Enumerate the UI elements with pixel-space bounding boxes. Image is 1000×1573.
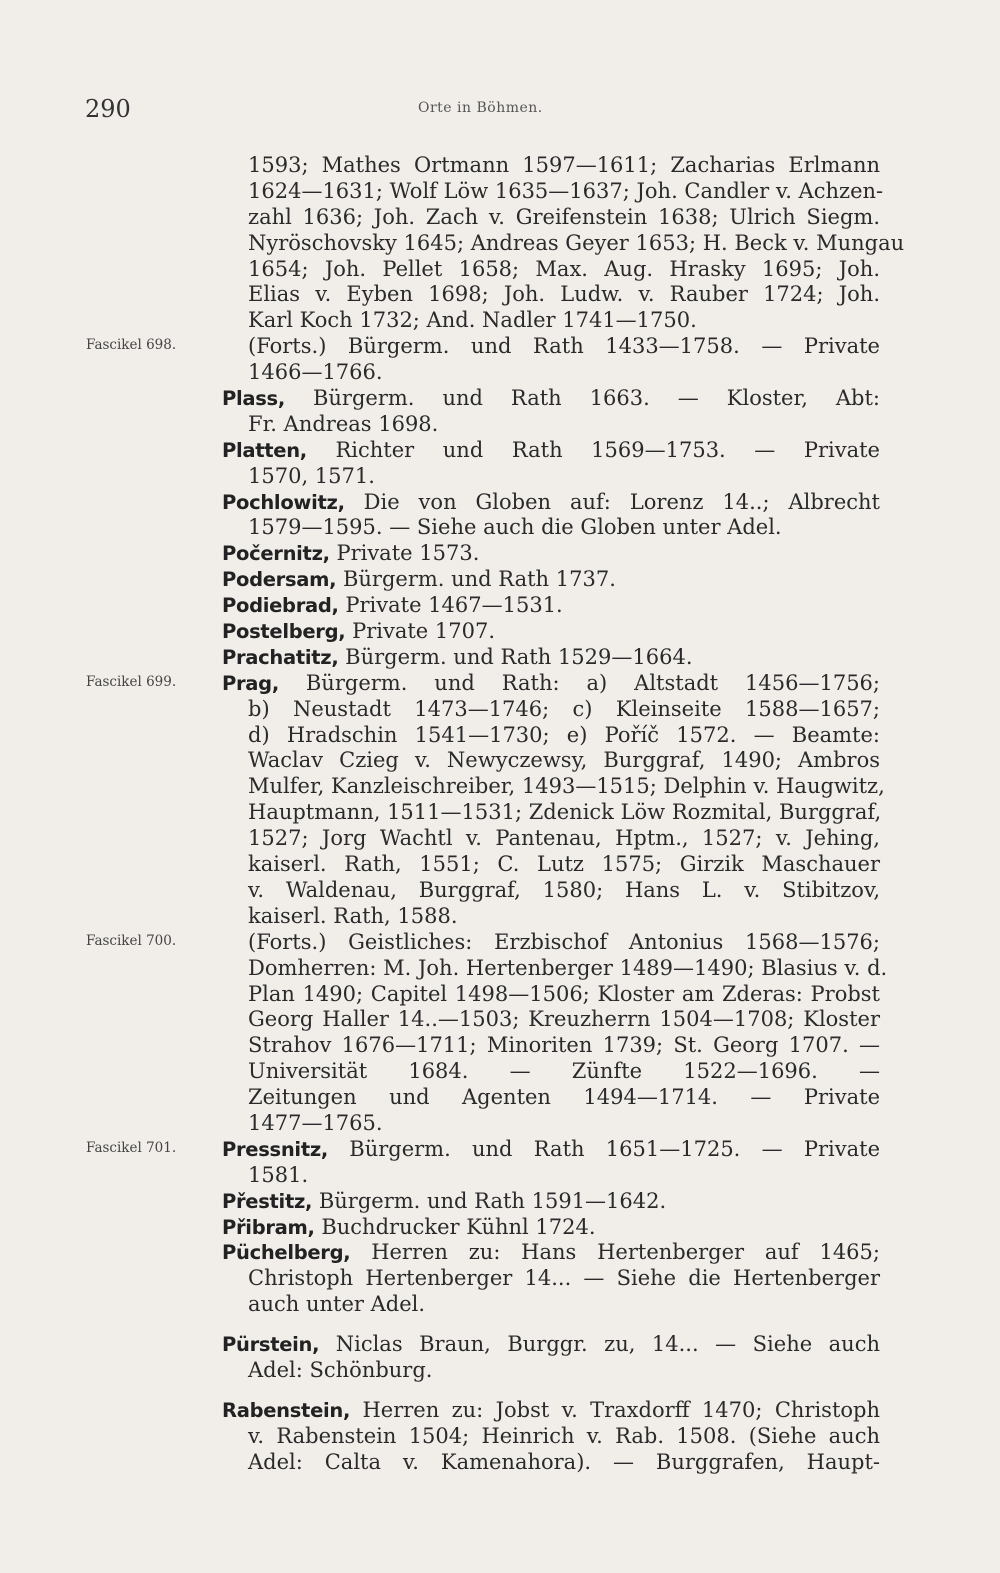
entry-first-line <box>222 1331 880 1358</box>
place-name-heading: Postelberg, <box>222 620 346 644</box>
text-row <box>0 1449 1000 1475</box>
line-text: 1593; Mathes Ortmann 1597—1611; Zacharias Erlmann <box>248 153 880 177</box>
line-text: 1654; Joh. Pellet 1658; Max. Aug. Hrasky 1695; Joh. <box>248 256 880 281</box>
entry-first-line <box>222 566 880 593</box>
line-text: v. Waldenau, Burggraf, 1580; Hans L. v. Stibitzov, <box>248 877 880 902</box>
line-text: Niclas Braun, Burggr. zu, 14... — Siehe auch <box>335 1332 880 1357</box>
fascicle-margin-note: Fascikel 700. <box>86 932 177 949</box>
line-text: Karl Koch 1732; And. Nadler 1741—1750. <box>248 308 697 333</box>
text-line <box>248 929 880 955</box>
entry-first-line <box>222 670 880 697</box>
text-row <box>0 178 1000 204</box>
line-text: 1477—1765. <box>248 1110 383 1135</box>
text-row <box>0 618 1000 644</box>
text-row <box>0 411 1000 437</box>
line-text: Herren zu: Jobst v. Traxdorff 1470; Christoph <box>362 1397 880 1422</box>
line-text: (Forts.) Geistliches: Erzbischof Antonius 1568—1576; <box>248 929 880 954</box>
text-row <box>0 592 1000 618</box>
text-line <box>248 851 880 877</box>
text-row <box>0 1239 1000 1265</box>
text-row <box>0 307 1000 333</box>
text-row <box>0 281 1000 307</box>
place-name-heading: Počernitz, <box>222 542 330 566</box>
line-text: kaiserl. Rath, 1588. <box>248 903 458 928</box>
entry-first-line <box>222 618 880 645</box>
text-line <box>248 1006 880 1032</box>
text-row <box>0 1214 1000 1240</box>
place-name-heading: Prag, <box>222 671 279 695</box>
page-number: 290 <box>85 95 131 123</box>
text-row <box>0 333 1000 359</box>
entry-first-line <box>222 489 880 516</box>
line-text: Bürgerm. und Rath 1737. <box>342 567 616 592</box>
text-row <box>0 230 1000 256</box>
line-text: 1527; Jorg Wachtl v. Pantenau, Hptm., 1527; v. Jehing, <box>248 826 880 851</box>
text-line <box>248 981 880 1007</box>
text-row <box>0 359 1000 385</box>
line-text: Zeitungen und Agenten 1494—1714. — Private <box>248 1085 880 1110</box>
place-name-heading: Přestitz, <box>222 1189 313 1213</box>
line-text: b) Neustadt 1473—1746; c) Kleinseite 1588—1657; <box>248 696 880 721</box>
line-text: v. Rabenstein 1504; Heinrich v. Rab. 1508. (Siehe auch <box>248 1423 880 1448</box>
text-line <box>248 204 880 230</box>
line-text: 1570, 1571. <box>248 463 375 488</box>
fascicle-margin-note: Fascikel 699. <box>86 673 177 690</box>
line-text: Hauptmann, 1511—1531; Zdenick Löw Rozmital, Burggraf, <box>248 800 882 825</box>
entry-first-line <box>222 1136 880 1163</box>
text-row <box>0 489 1000 515</box>
line-text: Domherren: M. Joh. Hertenberger 1489—1490; Blasius v. d. <box>248 955 888 980</box>
text-row <box>0 1331 1000 1357</box>
text-row <box>0 1397 1000 1423</box>
text-line <box>248 1084 880 1110</box>
entry-first-line <box>222 540 880 567</box>
text-row <box>0 1265 1000 1291</box>
entry-first-line <box>222 437 880 464</box>
entry-first-line <box>222 592 880 619</box>
place-name-heading: Platten, <box>222 438 307 462</box>
line-text: Bürgerm. und Rath 1651—1725. — Private <box>349 1136 880 1161</box>
line-text: d) Hradschin 1541—1730; e) Poříč 1572. — Beamte: <box>248 722 880 747</box>
text-row <box>0 877 1000 903</box>
text-row <box>0 851 1000 877</box>
text-line <box>248 1162 880 1188</box>
fascicle-margin-note: Fascikel 701. <box>86 1139 177 1156</box>
text-line <box>248 178 884 204</box>
place-name-heading: Pürstein, <box>222 1333 320 1357</box>
text-line <box>248 230 905 256</box>
text-row <box>0 955 1000 981</box>
spacer <box>0 1317 1000 1331</box>
place-name-heading: Podersam, <box>222 568 337 592</box>
line-text: Herren zu: Hans Hertenberger auf 1465; <box>371 1240 880 1265</box>
text-line <box>248 463 880 489</box>
place-name-heading: Pochlowitz, <box>222 490 345 514</box>
line-text: zahl 1636; Joh. Zach v. Greifenstein 1638; Ulrich Siegm. <box>248 204 880 229</box>
entry-first-line <box>222 1397 880 1424</box>
text-row <box>0 1032 1000 1058</box>
line-text: Bürgerm. und Rath: a) Altstadt 1456—1756; <box>305 670 880 695</box>
line-text: auch unter Adel. <box>248 1292 426 1317</box>
line-text: 1581. <box>248 1162 309 1187</box>
text-row <box>0 1006 1000 1032</box>
place-name-heading: Přibram, <box>222 1215 315 1239</box>
text-row <box>0 463 1000 489</box>
line-text: Plan 1490; Capitel 1498—1506; Kloster am Zderas: Probst <box>248 981 880 1006</box>
text-row <box>0 799 1000 825</box>
line-text: Adel: Schönburg. <box>248 1357 433 1382</box>
text-line <box>248 825 880 851</box>
text-line <box>248 307 880 333</box>
text-row <box>0 722 1000 748</box>
text-row <box>0 540 1000 566</box>
line-text: Georg Haller 14..—1503; Kreuzherrn 1504—1708; Kloster <box>248 1007 880 1032</box>
text-line <box>248 1265 880 1291</box>
line-text: Fr. Andreas 1698. <box>248 411 439 436</box>
line-text: Elias v. Eyben 1698; Joh. Ludw. v. Rauber 1724; Joh. <box>248 282 880 307</box>
text-line <box>248 1058 880 1084</box>
text-row <box>0 696 1000 722</box>
place-name-heading: Pressnitz, <box>222 1137 328 1161</box>
text-line <box>248 773 885 799</box>
entry-first-line <box>222 1214 880 1241</box>
line-text: Private 1573. <box>336 541 480 566</box>
line-text: Private 1467—1531. <box>345 593 563 618</box>
text-line <box>248 152 880 178</box>
text-line <box>248 747 880 773</box>
line-text: (Forts.) Bürgerm. und Rath 1433—1758. — Private <box>248 334 880 359</box>
line-text: Mulfer, Kanzleischreiber, 1493—1515; Delphin v. Haugwitz, <box>248 774 885 799</box>
line-text: Die von Globen auf: Lorenz 14..; Albrecht <box>363 489 880 514</box>
text-row <box>0 204 1000 230</box>
entry-first-line <box>222 644 880 671</box>
line-text: Universität 1684. — Zünfte 1522—1696. — <box>248 1059 880 1084</box>
line-text: Buchdrucker Kühnl 1724. <box>321 1214 596 1239</box>
text-row <box>0 747 1000 773</box>
text-row <box>0 825 1000 851</box>
line-text: Richter und Rath 1569—1753. — Private <box>335 437 880 462</box>
text-line <box>248 1449 880 1475</box>
place-name-heading: Püchelberg, <box>222 1241 351 1265</box>
text-row <box>0 773 1000 799</box>
line-text: Bürgerm. und Rath 1529—1664. <box>345 644 693 669</box>
text-line <box>248 877 880 903</box>
line-text: Christoph Hertenberger 14... — Siehe die Hertenberger <box>248 1266 880 1291</box>
entry-first-line <box>222 1188 880 1215</box>
text-row <box>0 256 1000 282</box>
line-text: Bürgerm. und Rath 1663. — Kloster, Abt: <box>312 386 880 411</box>
page-body <box>0 152 1000 1475</box>
line-text: Bürgerm. und Rath 1591—1642. <box>318 1188 667 1213</box>
text-row <box>0 1162 1000 1188</box>
text-line <box>248 696 880 722</box>
text-line <box>248 955 888 981</box>
text-row <box>0 903 1000 929</box>
place-name-heading: Prachatitz, <box>222 645 339 669</box>
text-row <box>0 1188 1000 1214</box>
text-line <box>248 799 880 825</box>
text-row <box>0 670 1000 696</box>
text-row <box>0 566 1000 592</box>
entry-first-line <box>222 1239 880 1266</box>
text-row <box>0 1357 1000 1383</box>
spacer <box>0 1383 1000 1397</box>
text-line <box>248 722 880 748</box>
text-line <box>248 281 880 307</box>
text-row <box>0 152 1000 178</box>
text-row <box>0 385 1000 411</box>
text-line <box>248 903 880 929</box>
text-row <box>0 1291 1000 1317</box>
place-name-heading: Rabenstein, <box>222 1398 351 1422</box>
text-line <box>248 1032 880 1058</box>
line-text: 1579—1595. — Siehe auch die Globen unter Adel. <box>248 515 782 540</box>
text-row <box>0 1136 1000 1162</box>
entry-first-line <box>222 385 880 412</box>
text-line <box>248 256 880 282</box>
place-name-heading: Plass, <box>222 387 285 411</box>
text-line <box>248 411 880 437</box>
place-name-heading: Podiebrad, <box>222 594 339 618</box>
text-row <box>0 1110 1000 1136</box>
text-line <box>248 333 880 359</box>
line-text: Strahov 1676—1711; Minoriten 1739; St. Georg 1707. — <box>248 1033 880 1058</box>
text-row <box>0 1058 1000 1084</box>
running-head: Orte in Böhmen. <box>418 100 543 116</box>
text-line <box>248 359 880 385</box>
line-text: Adel: Calta v. Kamenahora). — Burggrafen, Haupt- <box>248 1449 880 1474</box>
line-text: 1466—1766. <box>248 360 383 385</box>
text-row <box>0 929 1000 955</box>
text-row <box>0 1423 1000 1449</box>
text-row <box>0 437 1000 463</box>
text-line <box>248 1423 880 1449</box>
text-row <box>0 1084 1000 1110</box>
text-line <box>248 1357 880 1383</box>
text-row <box>0 644 1000 670</box>
line-text: Private 1707. <box>352 619 496 644</box>
fascicle-margin-note: Fascikel 698. <box>86 337 177 354</box>
line-text: 1624—1631; Wolf Löw 1635—1637; Joh. Candler v. Achzen- <box>248 178 884 203</box>
line-text: Nyröschovsky 1645; Andreas Geyer 1653; H. Beck v. Mungau <box>248 230 905 255</box>
text-line <box>248 1291 880 1317</box>
text-row <box>0 981 1000 1007</box>
line-text: Waclav Czieg v. Newyczewsy, Burggraf, 1490; Ambros <box>248 748 880 773</box>
text-line <box>248 1110 880 1136</box>
text-row <box>0 514 1000 540</box>
text-line <box>248 514 880 540</box>
line-text: kaiserl. Rath, 1551; C. Lutz 1575; Girzik Maschauer <box>248 852 880 877</box>
